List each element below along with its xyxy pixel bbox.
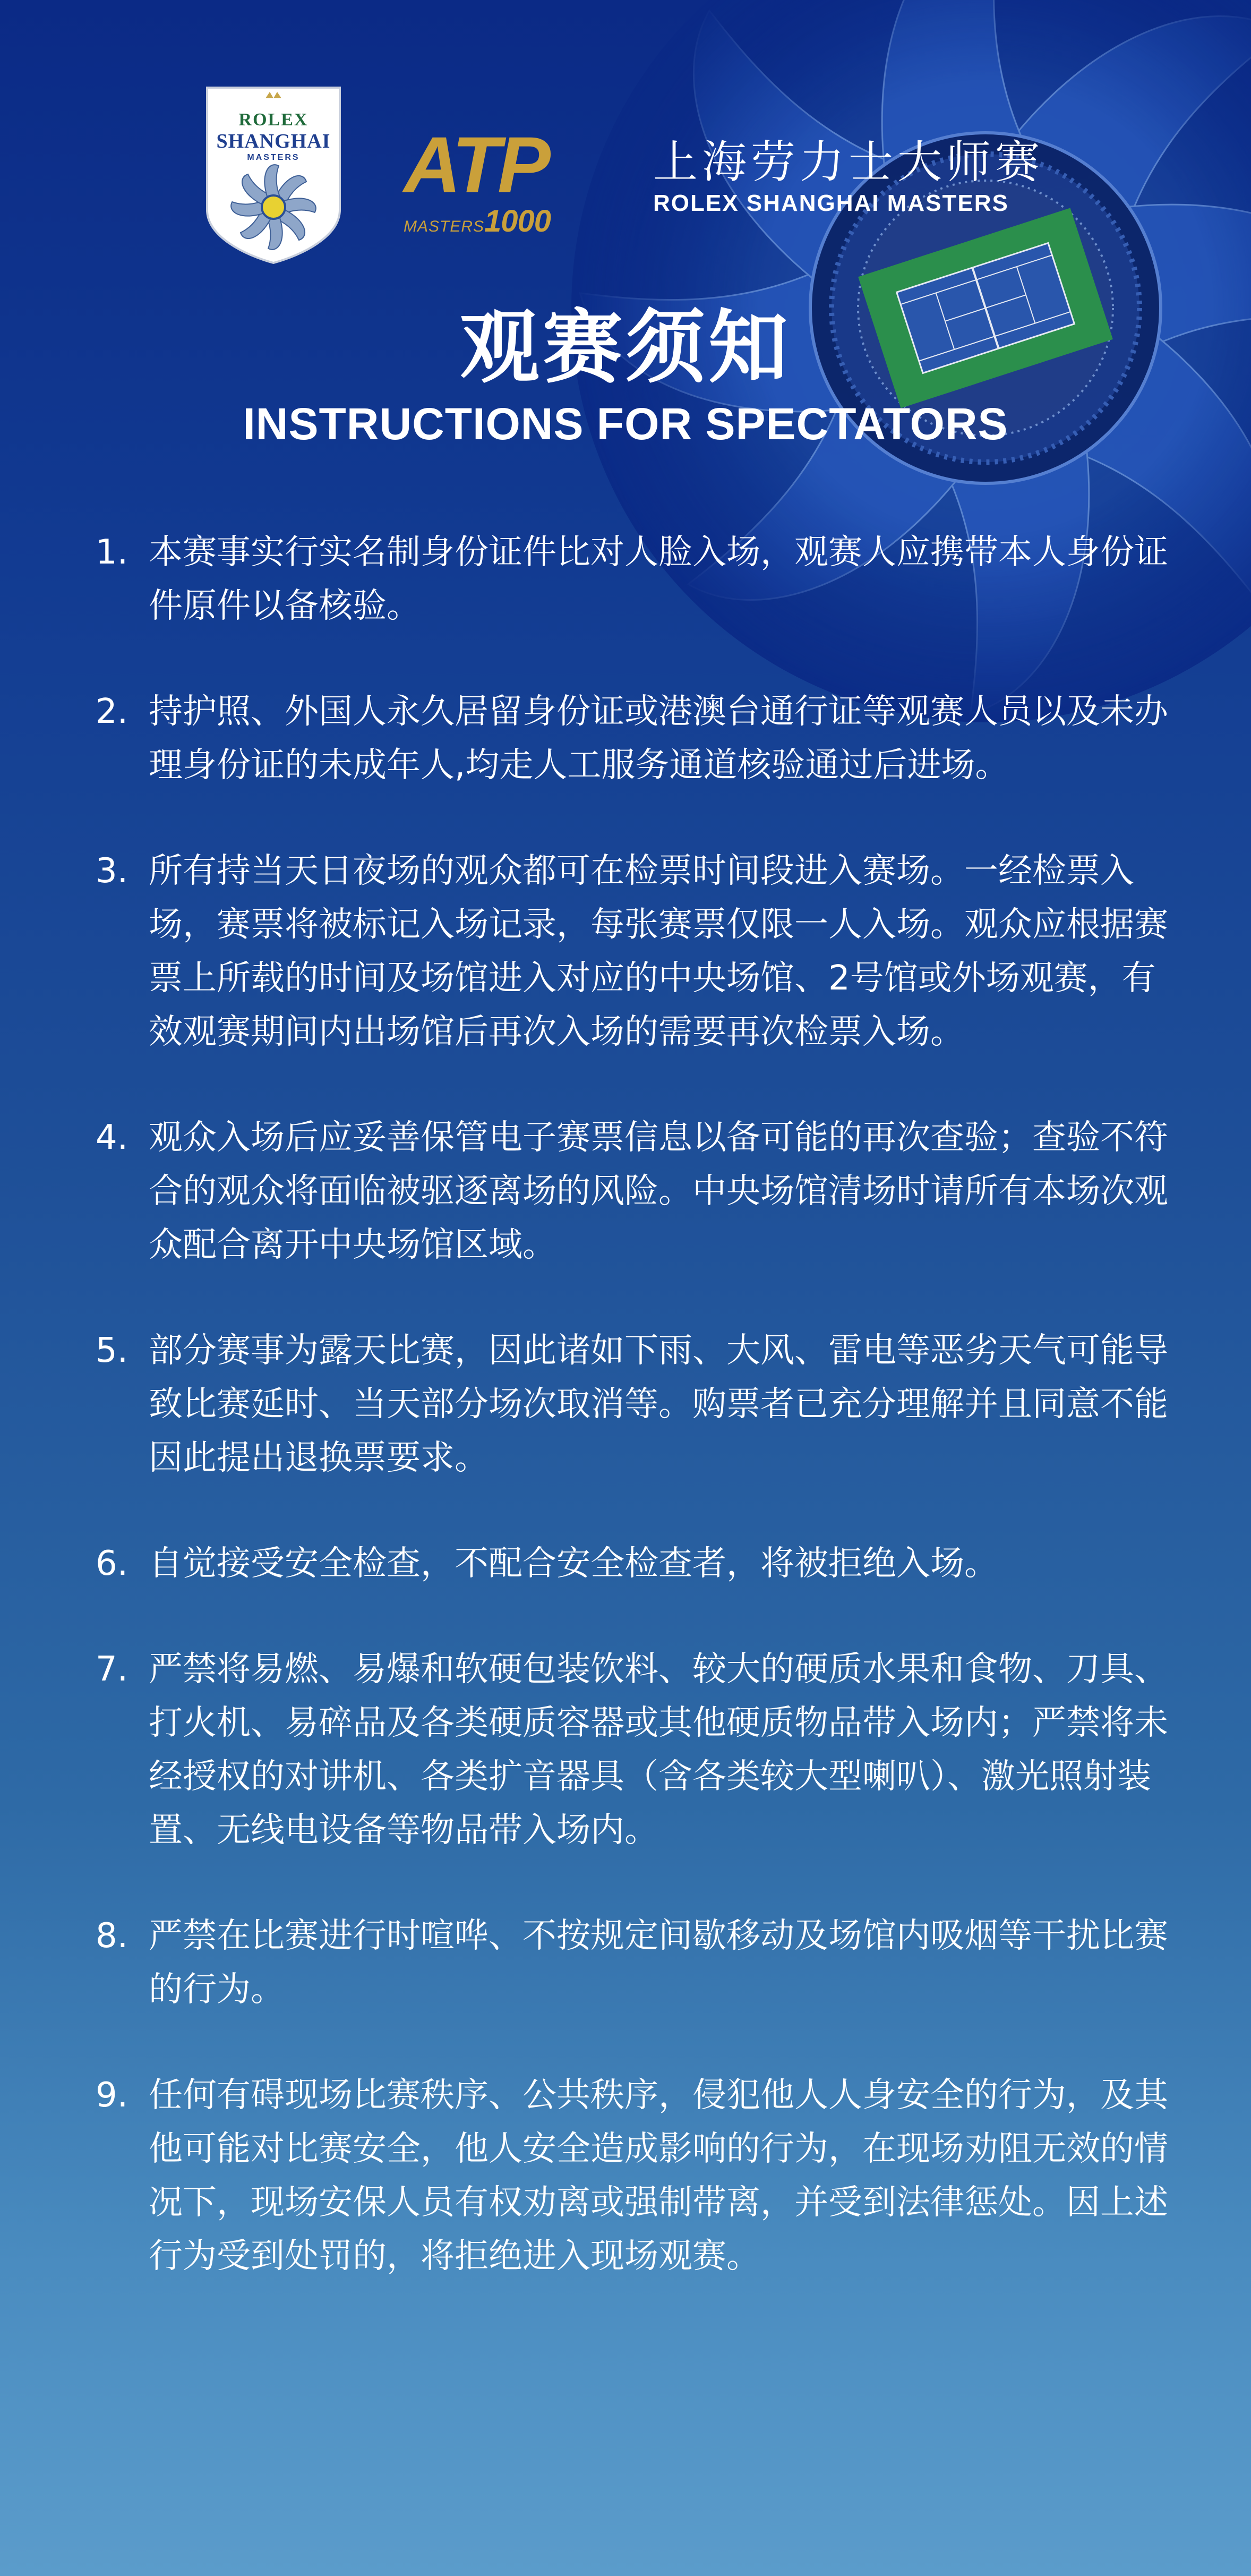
event-name-en: ROLEX SHANGHAI MASTERS [653,190,1009,216]
event-name [653,135,1104,218]
atp-series-label: MASTERS [404,218,485,235]
instruction-number: 7. [96,1650,128,1689]
rolex-word: ROLEX [238,110,309,130]
rolex-shanghai-masters-logo [196,77,350,268]
event-name-cn: 上海劳力士大师赛 [653,136,1044,188]
instruction-text: 自觉接受安全检查，不配合安全检查者，将被拒绝入场。 [149,1544,998,1583]
instruction-text: 本赛事实行实名制身份证件比对人脸入场，观赛人应携带本人身份证件原件以备核验。 [149,533,1168,626]
badge-shield-icon [196,77,350,268]
instruction-text: 所有持当天日夜场的观众都可在检票时间段进入赛场。一经检票入场，赛票将被标记入场记录，每张赛票仅限一人入场。观众应根据赛票上所载的时间及场馆进入对应的中央场馆、2号馆或外场观赛，有效观赛期间内出场馆后再次入场的需要再次检票入场。 [149,851,1168,1052]
instruction-text: 部分赛事为露天比赛，因此诸如下雨、大风、雷电等恶劣天气可能导致比赛延时、当天部分场次取消等。购票者已充分理解并且同意不能因此提出退换票要求。 [149,1331,1168,1478]
atp-wordmark: ATP [404,120,547,209]
atp-level-label: 1000 [484,204,551,238]
instruction-item [96,845,1168,1059]
instruction-text: 严禁将易燃、易爆和软硬包装饮料、较大的硬质水果和食物、刀具、打火机、易碎品及各类硬质容器或其他硬质物品带入场内；严禁将未经授权的对讲机、各类扩音器具（含各类较大型喇叭）、激光照射装置、无线电设备等物品带入场内。 [149,1650,1168,1850]
instruction-item [96,526,1168,633]
shanghai-word: SHANGHAI [216,130,331,152]
masters-word: MASTERS [247,153,300,162]
page-subtitle: INSTRUCTIONS FOR SPECTATORS [243,399,1008,449]
instruction-text: 观众入场后应妥善保管电子赛票信息以备可能的再次查验；查验不符合的观众将面临被驱逐离场的风险。中央场馆清场时请所有本场次观众配合离开中央场馆区域。 [149,1118,1168,1265]
instructions-list [96,526,1168,2335]
instruction-text: 持护照、外国人永久居留身份证或港澳台通行证等观赛人员以及未办理身份证的未成年人,均走人工服务通道核验通过后进场。 [149,692,1168,785]
instruction-number: 5. [96,1331,128,1370]
instruction-item [96,1324,1168,1485]
instruction-item [96,1909,1168,2017]
instruction-number: 1. [96,533,128,572]
instruction-item [96,1537,1168,1591]
instruction-text: 任何有碍现场比赛秩序、公共秩序，侵犯他人人身安全的行为，及其他可能对比赛安全，他人安全造成影响的行为，在现场劝阻无效的情况下，现场安保人员有权劝离或强制带离，并受到法律惩处。因上述行为受到处罚的，将拒绝进入现场观赛。 [149,2076,1168,2276]
instruction-item [96,1643,1168,1857]
instruction-number: 6. [96,1544,128,1583]
instruction-item [96,685,1168,792]
page-title: 观赛须知 [459,302,791,394]
instruction-number: 4. [96,1118,128,1157]
atp-masters-1000-logo [404,120,605,238]
instruction-number: 8. [96,1916,128,1956]
instruction-item [96,2069,1168,2283]
header [196,77,1099,268]
instruction-text: 严禁在比赛进行时喧哗、不按规定间歇移动及场馆内吸烟等干扰比赛的行为。 [149,1916,1168,2009]
instruction-number: 2. [96,692,128,731]
instruction-number: 3. [96,851,128,891]
instruction-item [96,1111,1168,1272]
instruction-number: 9. [96,2076,128,2115]
